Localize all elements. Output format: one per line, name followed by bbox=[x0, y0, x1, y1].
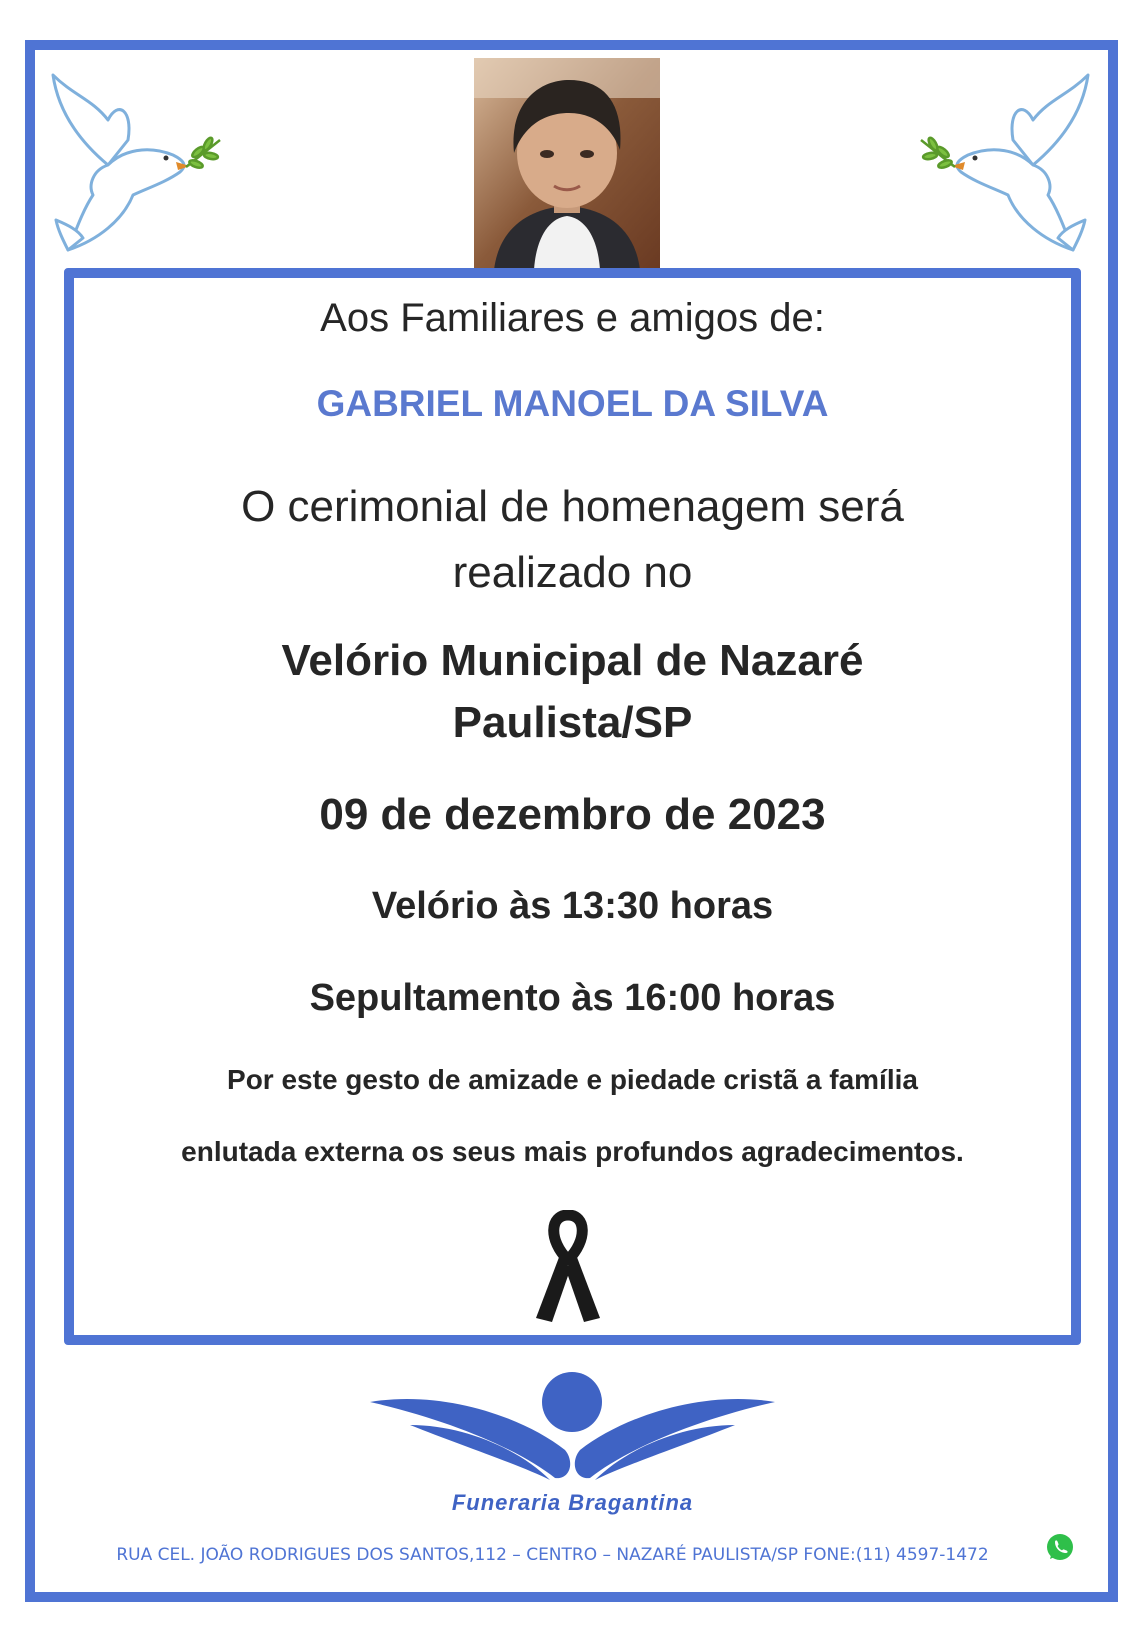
dove-icon bbox=[918, 70, 1093, 255]
funeral-home-name: Funeraria Bragantina bbox=[451, 1490, 694, 1515]
deceased-name: GABRIEL MANOEL DA SILVA bbox=[316, 383, 829, 424]
venue-line-2: Paulista/SP bbox=[452, 698, 693, 747]
venue-line-1: Velório Municipal de Nazaré bbox=[281, 636, 864, 685]
whatsapp-icon bbox=[1045, 1532, 1075, 1562]
ceremony-line-1: O cerimonial de homenagem será bbox=[241, 482, 904, 531]
greeting: Aos Familiares e amigos de: bbox=[320, 296, 825, 340]
dove-icon bbox=[48, 70, 223, 255]
ceremony-line-2: realizado no bbox=[452, 548, 693, 597]
burial-time: Sepultamento às 16:00 horas bbox=[309, 977, 836, 1019]
mourning-ribbon-icon bbox=[528, 1210, 608, 1325]
funeral-home-address: RUA CEL. JOÃO RODRIGUES DOS SANTOS,112 – CENTRO – NAZARÉ PAULISTA/SP FONE:(11) 4597-1472 bbox=[116, 1545, 989, 1565]
wake-time: Velório às 13:30 horas bbox=[371, 885, 774, 927]
thanks-line-2: enlutada externa os seus mais profundos agradecimentos. bbox=[181, 1136, 964, 1167]
funeral-home-logo bbox=[370, 1370, 775, 1490]
portrait-photo bbox=[474, 58, 660, 270]
ceremony-text bbox=[75, 474, 1070, 606]
thanks-line-1: Por este gesto de amizade e piedade cristã a família bbox=[227, 1064, 918, 1095]
ceremony-date: 09 de dezembro de 2023 bbox=[319, 790, 826, 839]
venue bbox=[75, 630, 1070, 754]
